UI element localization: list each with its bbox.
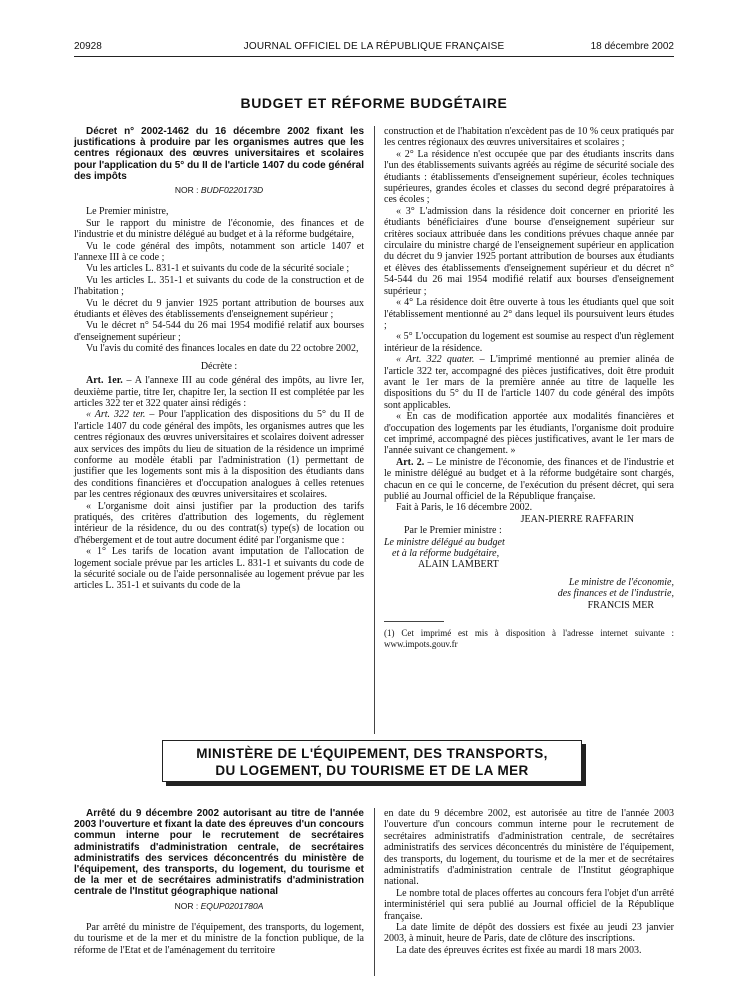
arrete-title: Arrêté du 9 décembre 2002 autorisant au titre de l'année 2003 l'ouverture et fixant la date des épreuves d'un concours commun interne pour le recrutement de secrétaires administratifs d'administration centrale, de secrétaires administratifs des services déconcentrés du ministère de l'équipement, des transports, du logement, du tourisme et de la mer et de secrétaires administratifs d'administration centrale de l'Institut géographique national [74, 808, 364, 898]
col1-para: « L'organisme doit ainsi justifier par la production des tarifs pratiqués, des critères d'attribution des logements, du règlement intérieur de la résidence, du ou des contrat(s) type(s) de location ou d'hébergement et de tout autre document édité par l'organisme que : [74, 500, 364, 546]
ministry-heading-box [162, 740, 582, 782]
col4-para: en date du 9 décembre 2002, est autorisée au titre de l'année 2003 l'ouverture d'un concours commun interne pour le recrutement de secrétaires administratifs d'administration centrale, de secrétaires administratifs des services déconcentrés du ministère de l'équipement, des transports, du logement, du tourisme et de la mer et de secrétaires administratifs d'administration centrale de l'Institut géographique national. [384, 808, 674, 888]
col4-para: Le nombre total de places offertes au concours fera l'objet d'un arrêté interministériel qui sera publié au Journal officiel de la République française. [384, 887, 674, 922]
col3-para: Par arrêté du ministre de l'équipement, des transports, du logement, du tourisme et de la mer et du ministre de la fonction publique, de la réforme de l'Etat et de l'aménagement du territoire [74, 922, 364, 956]
ministry-heading-line: MINISTÈRE DE L'ÉQUIPEMENT, DES TRANSPORTS, [196, 746, 548, 761]
column-1 [74, 126, 364, 592]
column-2 [384, 126, 674, 649]
col2-para: construction et de l'habitation n'excèdent pas de 10 % ceux pratiqués par les centres régionaux des œuvres universitaires et scolaires ; [384, 126, 674, 149]
col1-para: Sur le rapport du ministre de l'économie, des finances et de l'industrie et du ministre délégué au budget et à la réforme budgétaire, [74, 217, 364, 241]
eco-minister-title: Le ministre de l'économie, [568, 576, 674, 588]
nor-reference: NOR : EQUP0201780A [174, 900, 264, 911]
article-322-ter: « Art. 322 ter. – Pour l'application des dispositions du 5° du II de l'article 1407 du code général des impôts, les organismes autres que les centres régionaux des œuvres universitaires et scolaires doivent adresser aux services des impôts du lieu de situation de la résidence un imprimé conforme au modèle établi par l'administration (1) permettant de justifier que les logements sont mis à la disposition des étudiants dans des conditions financières et d'occupation analogues à celles retenues par les centres régionaux des œuvres universitaires et scolaires. [74, 409, 364, 501]
page-number: 20928 [74, 41, 102, 52]
col2-para: « 4° La résidence doit être ouverte à tous les étudiants quel que soit l'établissement mentionné au 2° dans lequel ils poursuivent leurs études ; [384, 297, 674, 331]
col1-para: Vu le décret n° 54-544 du 26 mai 1954 modifié relatif aux bourses d'enseignement supérieur ; [74, 320, 364, 343]
nor-reference: NOR : BUDF0220173D [174, 185, 264, 196]
col1-para: Vu les articles L. 831-1 et suivants du code de la sécurité sociale ; [86, 263, 350, 275]
eco-minister-name: FRANCIS MER [587, 599, 654, 611]
article-1-label: Art. 1er. [86, 375, 123, 387]
col4-para: La date limite de dépôt des dossiers est fixée au jeudi 23 janvier 2003, à minuit, heure de Paris, date de clôture des inscriptions. [384, 922, 674, 945]
eco-minister-title: des finances et de l'industrie, [557, 588, 674, 600]
footnote: (1) Cet imprimé est mis à disposition à l'adresse internet suivante : www.impots.gouv.fr [384, 628, 674, 649]
decrete-heading: Décrète : [200, 360, 238, 372]
article-322-ter-label: « Art. 322 ter. [86, 409, 146, 421]
journal-title: JOURNAL OFFICIEL DE LA RÉPUBLIQUE FRANÇAISE [243, 41, 505, 52]
col4-para: La date des épreuves écrites est fixée au mardi 18 mars 2003. [396, 944, 642, 956]
col1-para: Vu le code général des impôts, notamment son article 1407 et l'annexe III à ce code ; [74, 240, 364, 264]
nor-code: BUDF0220173D [200, 185, 264, 196]
col2-para: « En cas de modification apportée aux modalités financières et d'occupation des logements par les étudiants, l'organisme doit produire cet imprimé, accompagné des pièces justificatives, avant le 1er mars de l'année suivant ce changement. » [384, 411, 674, 457]
nor-code: EQUP0201780A [200, 900, 264, 911]
article-1: Art. 1er. – A l'annexe III au code général des impôts, au livre Ier, deuxième partie, titre Ier, chapitre Ier, la section II est complétée par les articles 322 ter et 322 quater ainsi rédigés : [74, 375, 365, 409]
col2-para: « 5° L'occupation du logement est soumise au respect d'un règlement intérieur de la résidence. [384, 331, 674, 354]
col2-para: « 2° La résidence n'est occupée que par des étudiants inscrits dans l'un des établissements suivants agréés au régime de sécurité sociale des étudiants : établissements d'enseignement supérieur, écoles techniques supérieures, grandes écoles et classes du second degré préparatoires à ces écoles ; [384, 148, 674, 206]
decree-title: Décret n° 2002-1462 du 16 décembre 2002 fixant les justifications à produire par les organismes autres que les centres régionaux des œuvres universitaires et scolaires pour l'application du 5° du II de l'article 1407 du code général des impôts [74, 126, 364, 182]
ministry-heading-line: DU LOGEMENT, DU TOURISME ET DE LA MER [215, 763, 529, 778]
budget-minister-name: ALAIN LAMBERT [418, 559, 499, 571]
footnote-rule [384, 621, 444, 622]
col1-para: « 1° Les tarifs de location avant imputation de l'allocation de logement sociale prévue par les articles L. 831-1 et suivants du code de la sécurité sociale ou de l'aide personnalisée au logement prévue par les articles L. 351-1 et suivants du code de la [74, 546, 364, 592]
running-header [74, 38, 674, 57]
col1-para: Vu le décret du 9 janvier 1925 portant attribution de bourses aux étudiants et élèves des établissements d'enseignement supérieur ; [74, 297, 364, 321]
column-3 [74, 808, 364, 956]
budget-minister-title: et à la réforme budgétaire, [392, 548, 500, 560]
col2-para: « 3° L'admission dans la résidence doit concerner en priorité les étudiants bénéficiaires d'une bourse d'enseignement supérieur sur critères sociaux attribuée dans les conditions prévues chaque année par circulaire du ministre chargé de l'enseignement supérieur en application du décret du 9 janvier 1925 portant attribution de bourses aux étudiants et élèves des établissements d'enseignement supérieur et du décret n° 54-544 du 26 mai 1954 modifié relatif aux bourses d'enseignement supérieur ; [384, 205, 674, 297]
pm-signature: JEAN-PIERRE RAFFARIN [520, 513, 634, 525]
place-date: Fait à Paris, le 16 décembre 2002. [396, 502, 533, 514]
article-2: Art. 2. – Le ministre de l'économie, des finances et de l'industrie et le ministre délégué au budget et à la réforme budgétaire sont chargés, chacun en ce qui le concerne, de l'exécution du présent décret, qui sera publié au Journal officiel de la République française. [384, 456, 674, 502]
article-322-quater-label: « Art. 322 quater. [396, 354, 475, 366]
issue-date: 18 décembre 2002 [590, 41, 674, 52]
article-2-label: Art. 2. [396, 456, 425, 468]
column-divider [374, 126, 375, 734]
article-322-quater: « Art. 322 quater. – L'imprimé mentionné au premier alinéa de l'article 322 ter, accompagné des pièces justificatives, doit être produit avant le 1er mars de la première année au titre de laquelle les dispositions du 5° du II de l'article 1407 du code général des impôts sont applicables. [384, 354, 674, 411]
by-pm: Par le Premier ministre : [404, 525, 502, 537]
section-heading-budget: BUDGET ET RÉFORME BUDGÉTAIRE [240, 95, 508, 111]
column-4 [384, 808, 674, 956]
col1-para: Vu l'avis du comité des finances locales en date du 22 octobre 2002, [86, 343, 359, 355]
budget-minister-title: Le ministre délégué au budget [384, 536, 505, 548]
col1-para: Le Premier ministre, [86, 206, 169, 218]
col1-para: Vu les articles L. 351-1 et suivants du code de la construction et de l'habitation ; [74, 274, 364, 298]
column-divider [374, 808, 375, 976]
